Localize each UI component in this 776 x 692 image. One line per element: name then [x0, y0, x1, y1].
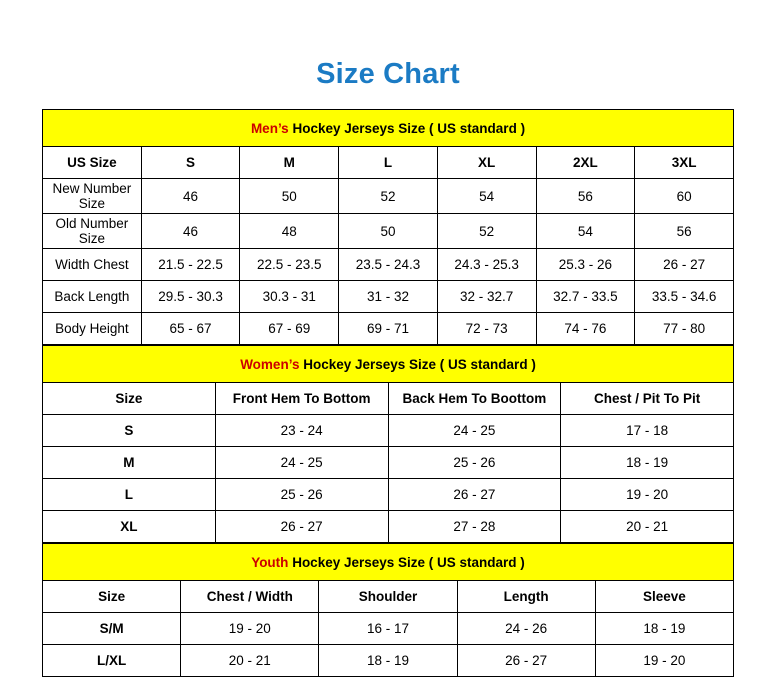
table-cell: 24 - 25: [215, 447, 388, 479]
table-cell: 65 - 67: [141, 313, 240, 345]
table-cell: 25 - 26: [388, 447, 561, 479]
table-cell: 69 - 71: [339, 313, 438, 345]
table-cell: 24 - 26: [457, 613, 595, 645]
table-cell: 52: [339, 179, 438, 214]
table-section-header-row: [43, 110, 734, 147]
column-header: Back Hem To Boottom: [388, 383, 561, 415]
table-row: [43, 249, 734, 281]
table-cell: 48: [240, 214, 339, 249]
row-label: S/M: [43, 613, 181, 645]
table-cell: 27 - 28: [388, 511, 561, 543]
mens-section-header: [43, 110, 734, 147]
table-row: [43, 613, 734, 645]
table-cell: 17 - 18: [561, 415, 734, 447]
table-row: [43, 179, 734, 214]
youth-size-table: [42, 543, 734, 677]
table-header-row: [43, 581, 734, 613]
column-header: Chest / Width: [181, 581, 319, 613]
table-cell: 52: [437, 214, 536, 249]
table-cell: 31 - 32: [339, 281, 438, 313]
youth-section-header: [43, 544, 734, 581]
table-cell: 33.5 - 34.6: [635, 281, 734, 313]
table-cell: 77 - 80: [635, 313, 734, 345]
row-label: S: [43, 415, 216, 447]
row-label: Back Length: [43, 281, 142, 313]
table-cell: 23 - 24: [215, 415, 388, 447]
youth-section-header-accent: Youth: [251, 554, 289, 570]
table-row: [43, 281, 734, 313]
table-cell: 25.3 - 26: [536, 249, 635, 281]
youth-section-header-rest: Hockey Jerseys Size ( US standard ): [288, 554, 525, 570]
column-header: 2XL: [536, 147, 635, 179]
row-label: New Number Size: [43, 179, 142, 214]
womens-section-header-accent: Women’s: [240, 356, 300, 372]
column-header: 3XL: [635, 147, 734, 179]
column-header: Chest / Pit To Pit: [561, 383, 734, 415]
page-title: Size Chart: [316, 58, 460, 90]
row-label: M: [43, 447, 216, 479]
table-cell: 18 - 19: [319, 645, 457, 677]
table-cell: 24 - 25: [388, 415, 561, 447]
column-header: Sleeve: [595, 581, 733, 613]
row-label: XL: [43, 511, 216, 543]
table-cell: 67 - 69: [240, 313, 339, 345]
table-cell: 46: [141, 214, 240, 249]
table-header-row: [43, 147, 734, 179]
table-cell: 30.3 - 31: [240, 281, 339, 313]
womens-section-header-rest: Hockey Jerseys Size ( US standard ): [299, 356, 536, 372]
table-cell: 29.5 - 30.3: [141, 281, 240, 313]
table-section-header-row: [43, 544, 734, 581]
table-cell: 16 - 17: [319, 613, 457, 645]
table-row: [43, 479, 734, 511]
table-row: [43, 313, 734, 345]
table-row: [43, 511, 734, 543]
row-label: Old Number Size: [43, 214, 142, 249]
table-cell: 26 - 27: [635, 249, 734, 281]
table-header-row: [43, 383, 734, 415]
table-cell: 24.3 - 25.3: [437, 249, 536, 281]
table-cell: 32.7 - 33.5: [536, 281, 635, 313]
table-row: [43, 415, 734, 447]
column-header: M: [240, 147, 339, 179]
table-cell: 20 - 21: [181, 645, 319, 677]
table-cell: 74 - 76: [536, 313, 635, 345]
column-header: Front Hem To Bottom: [215, 383, 388, 415]
mens-size-table: [42, 109, 734, 345]
table-cell: 54: [437, 179, 536, 214]
column-header: XL: [437, 147, 536, 179]
table-cell: 21.5 - 22.5: [141, 249, 240, 281]
table-cell: 54: [536, 214, 635, 249]
table-cell: 19 - 20: [561, 479, 734, 511]
table-row: [43, 214, 734, 249]
column-header: Shoulder: [319, 581, 457, 613]
row-label: L/XL: [43, 645, 181, 677]
table-cell: 18 - 19: [595, 613, 733, 645]
table-cell: 20 - 21: [561, 511, 734, 543]
column-header: Length: [457, 581, 595, 613]
row-label: L: [43, 479, 216, 511]
column-header: Size: [43, 581, 181, 613]
table-row: [43, 447, 734, 479]
table-cell: 19 - 20: [181, 613, 319, 645]
column-header: US Size: [43, 147, 142, 179]
table-cell: 56: [536, 179, 635, 214]
table-cell: 26 - 27: [457, 645, 595, 677]
table-cell: 22.5 - 23.5: [240, 249, 339, 281]
table-cell: 50: [240, 179, 339, 214]
row-label: Width Chest: [43, 249, 142, 281]
row-label: Body Height: [43, 313, 142, 345]
table-section-header-row: [43, 346, 734, 383]
table-cell: 23.5 - 24.3: [339, 249, 438, 281]
mens-section-header-rest: Hockey Jerseys Size ( US standard ): [288, 120, 526, 136]
table-cell: 46: [141, 179, 240, 214]
table-cell: 26 - 27: [215, 511, 388, 543]
womens-size-table: [42, 345, 734, 543]
table-row: [43, 645, 734, 677]
table-cell: 72 - 73: [437, 313, 536, 345]
column-header: Size: [43, 383, 216, 415]
size-chart-tables: [42, 109, 734, 677]
table-cell: 32 - 32.7: [437, 281, 536, 313]
womens-section-header: [43, 346, 734, 383]
table-cell: 25 - 26: [215, 479, 388, 511]
table-cell: 60: [635, 179, 734, 214]
table-cell: 56: [635, 214, 734, 249]
table-cell: 50: [339, 214, 438, 249]
table-cell: 18 - 19: [561, 447, 734, 479]
mens-section-header-accent: Men’s: [250, 120, 289, 136]
table-cell: 26 - 27: [388, 479, 561, 511]
column-header: L: [339, 147, 438, 179]
table-cell: 19 - 20: [595, 645, 733, 677]
column-header: S: [141, 147, 240, 179]
